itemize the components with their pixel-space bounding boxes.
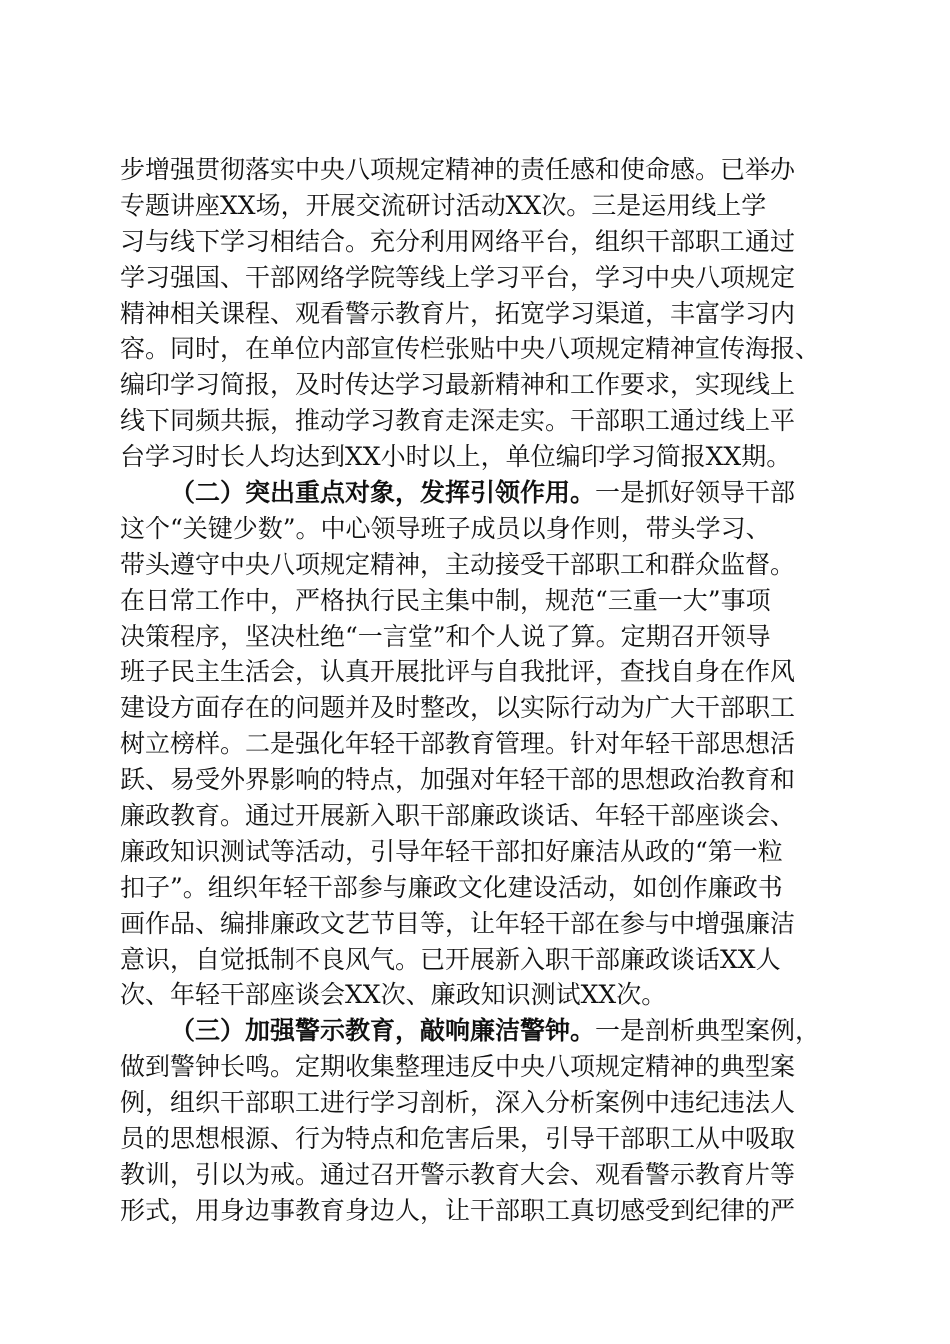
text-line: 廉政教育。通过开展新入职干部廉政谈话、年轻干部座谈会、 <box>120 801 796 831</box>
text-line: 教训，引以为戒。通过召开警示教育大会、观看警示教育片等 <box>120 1159 796 1189</box>
text-line: 这个“关键少数”。中心领导班子成员以身作则，带头学习、 <box>120 513 771 543</box>
text-line: 扣子”。组织年轻干部参与廉政文化建设活动，如创作廉政书 <box>120 872 783 902</box>
paragraph-key-targets <box>120 475 835 1013</box>
text-line: 编印学习简报，及时传达学习最新精神和工作要求，实现线上 <box>120 370 796 400</box>
heading-line-rest: 一是抓好领导干部 <box>595 478 796 508</box>
text-line: 例，组织干部职工进行学习剖析，深入分析案例中违纪违法人 <box>120 1088 796 1118</box>
text-line: 学习强国、干部网络学院等线上学习平台，学习中央八项规定 <box>120 262 796 292</box>
heading-line-rest: 一是剖析典型案例， <box>595 1016 821 1046</box>
text-line: 廉政知识测试等活动，引导年轻干部扣好廉洁从政的“第一粒 <box>120 836 783 866</box>
text-line: 建设方面存在的问题并及时整改，以实际行动为广大干部职工 <box>120 693 796 723</box>
section-heading: （三）加强警示教育，敲响廉洁警钟。 <box>170 1016 596 1046</box>
document-body <box>120 152 835 1229</box>
text-line: 班子民主生活会，认真开展批评与自我批评，查找自身在作风 <box>120 657 796 687</box>
text-line <box>120 475 835 511</box>
text-line <box>120 1013 835 1049</box>
text-line: 员的思想根源、行为特点和危害后果，引导干部职工从中吸取 <box>120 1124 796 1154</box>
text-line: 台学习时长人均达到XX小时以上，单位编印学习简报XX期。 <box>120 442 792 472</box>
text-line: 精神相关课程、观看警示教育片，拓宽学习渠道，丰富学习内 <box>120 298 796 328</box>
text-line: 决策程序，坚决杜绝“一言堂”和个人说了算。定期召开领导 <box>120 621 771 651</box>
text-line: 专题讲座XX场，开展交流研讨活动XX次。三是运用线上学 <box>120 190 767 220</box>
text-line: 在日常工作中，严格执行民主集中制，规范“三重一大”事项 <box>120 585 771 615</box>
text-line: 形式，用身边事教育身边人，让干部职工真切感受到纪律的严 <box>120 1195 796 1225</box>
section-heading: （二）突出重点对象，发挥引领作用。 <box>170 478 596 508</box>
text-line: 意识，自觉抵制不良风气。已开展新入职干部廉政谈话XX人 <box>120 944 781 974</box>
text-line: 步增强贯彻落实中央八项规定精神的责任感和使命感。已举办 <box>120 155 796 184</box>
text-line: 容。同时，在单位内部宣传栏张贴中央八项规定精神宣传海报、 <box>120 334 821 364</box>
text-line: 次、年轻干部座谈会XX次、廉政知识测试XX次。 <box>120 980 667 1010</box>
text-line: 跃、易受外界影响的特点，加强对年轻干部的思想政治教育和 <box>120 765 796 795</box>
paragraph-warning-education <box>120 1013 835 1228</box>
text-line: 习与线下学习相结合。充分利用网络平台，组织干部职工通过 <box>120 226 796 256</box>
text-line: 带头遵守中央八项规定精神，主动接受干部职工和群众监督。 <box>120 549 796 579</box>
text-line: 树立榜样。二是强化年轻干部教育管理。针对年轻干部思想活 <box>120 729 796 759</box>
text-line: 画作品、编排廉政文艺节目等，让年轻干部在参与中增强廉洁 <box>120 908 796 938</box>
text-line: 线下同频共振，推动学习教育走深走实。干部职工通过线上平 <box>120 406 796 436</box>
text-line: 做到警钟长鸣。定期收集整理违反中央八项规定精神的典型案 <box>120 1052 796 1082</box>
paragraph-study-methods <box>120 152 835 475</box>
